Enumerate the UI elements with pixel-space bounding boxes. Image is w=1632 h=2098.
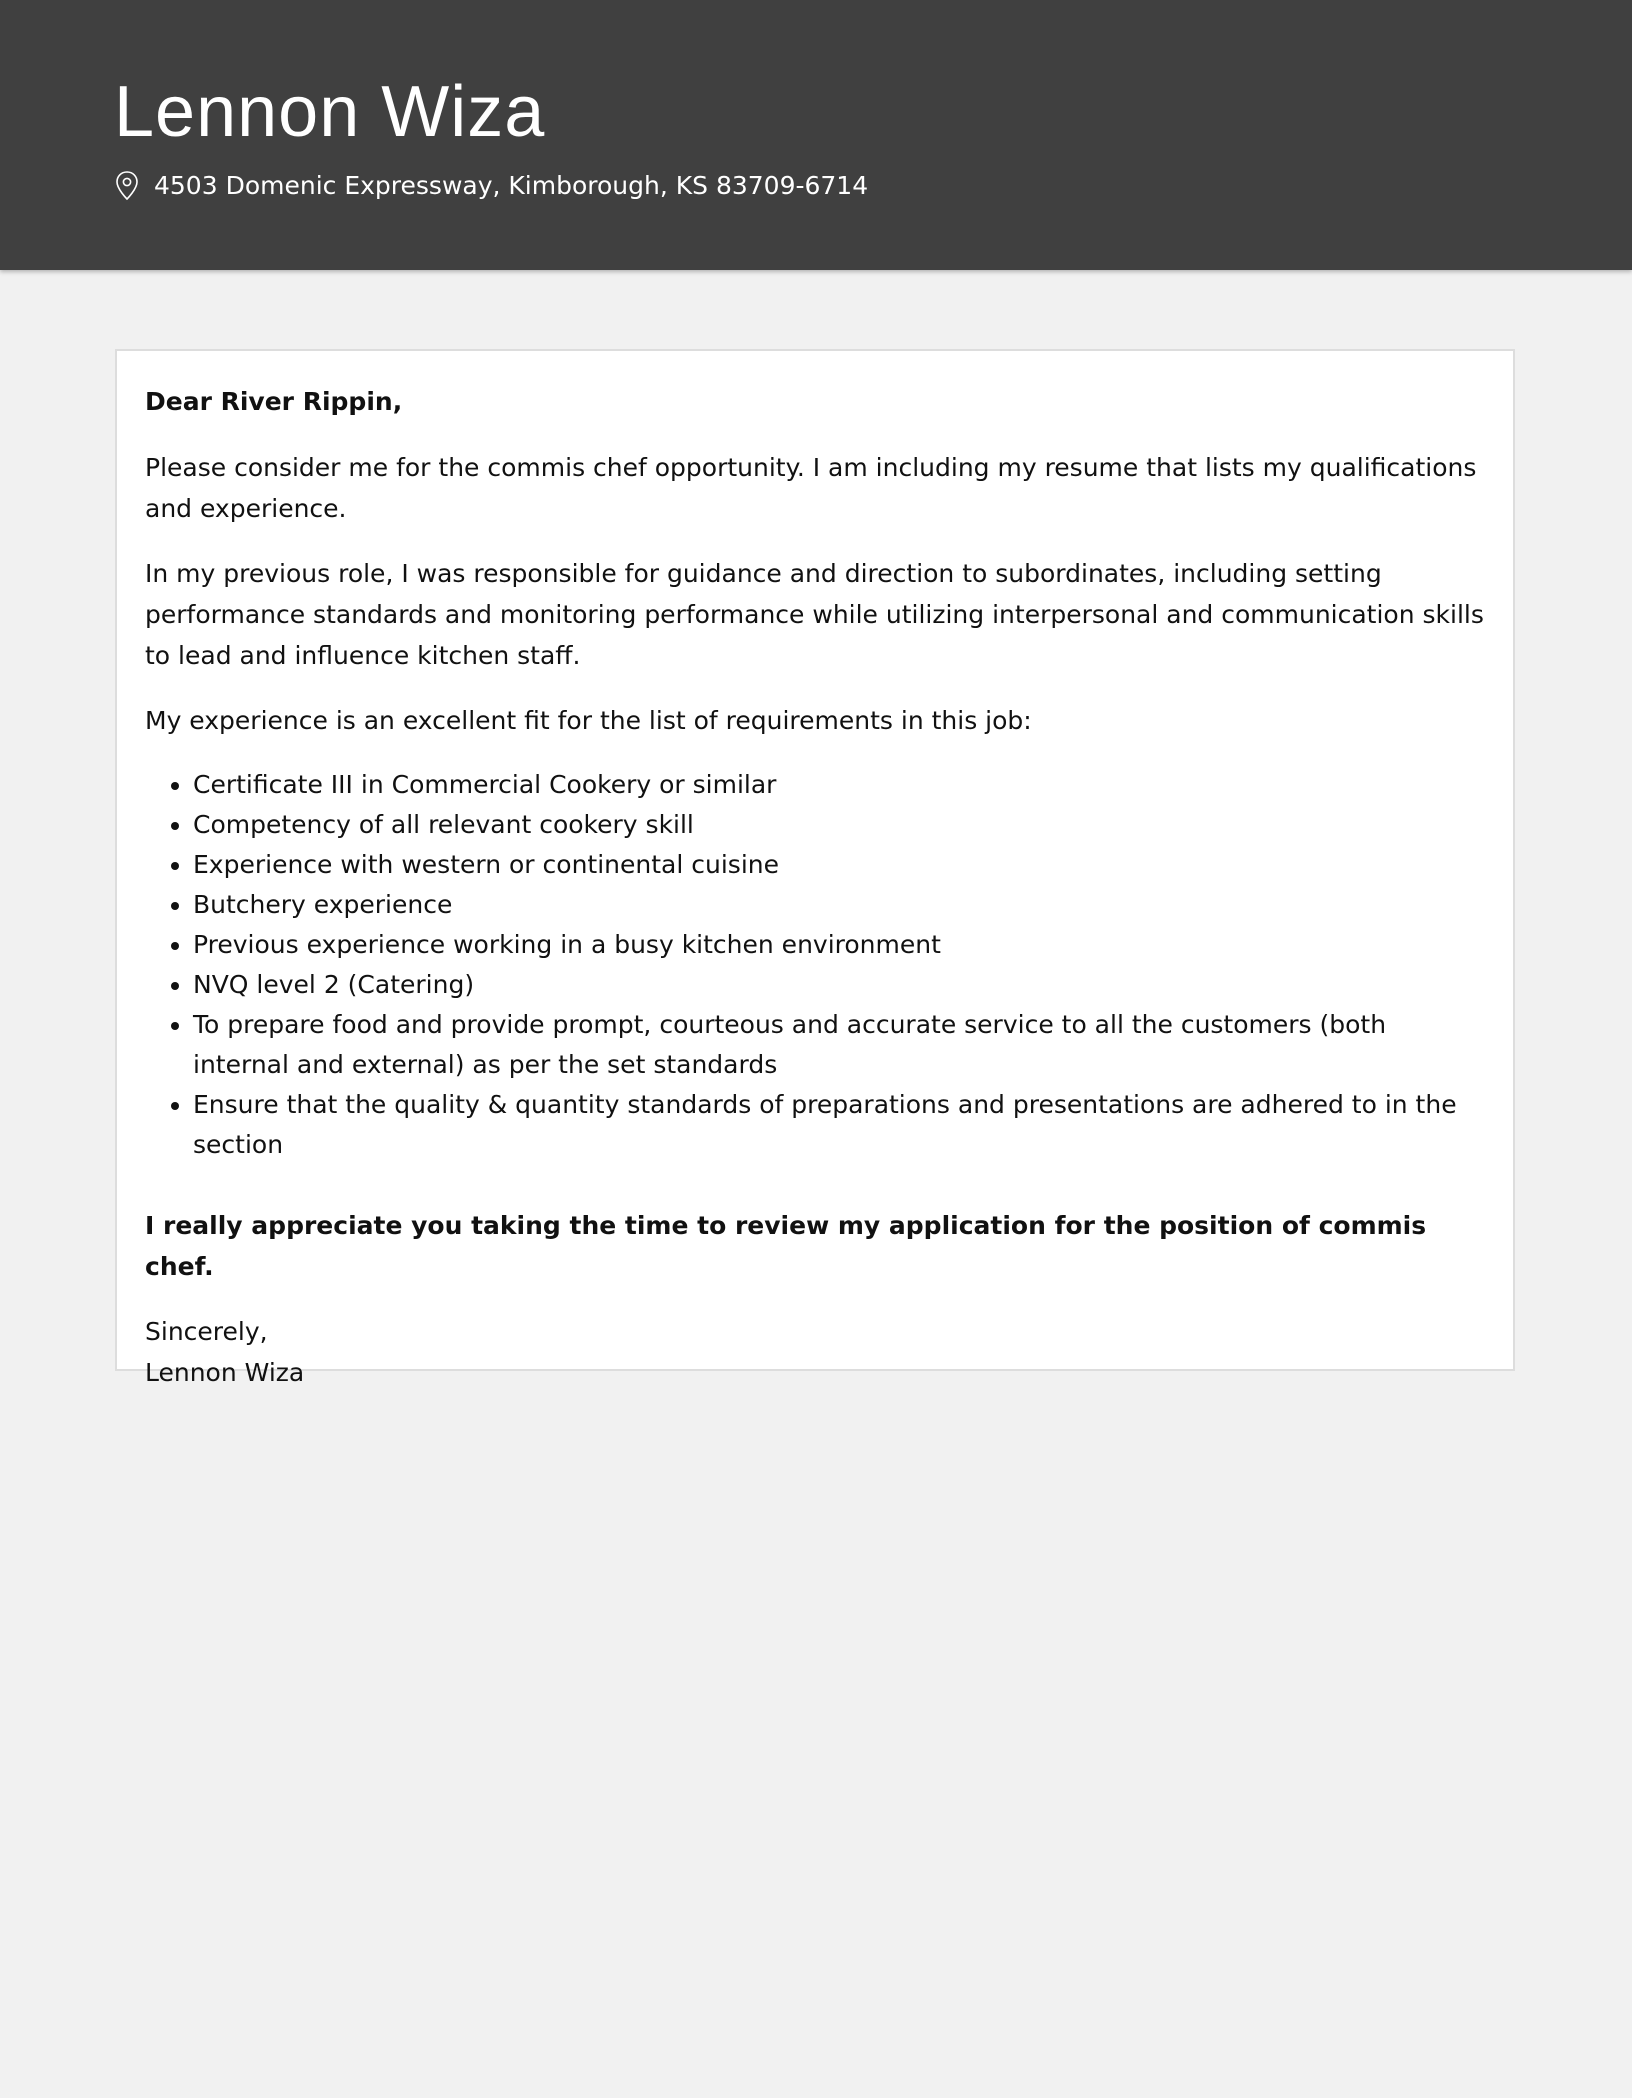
paragraph-intro: Please consider me for the commis chef opportunity. I am including my resume that lists my qualifications and experience. bbox=[145, 453, 1477, 523]
address-row bbox=[114, 166, 868, 206]
list-item: • To prepare food and provide prompt, courteous and accurate service to all the customers (both internal and external) as per the set standards bbox=[193, 1005, 1485, 1085]
list-item: • Competency of all relevant cookery skill bbox=[193, 805, 1485, 845]
list-item: • Butchery experience bbox=[193, 885, 1485, 925]
paragraph-requirements-lead: My experience is an excellent fit for the list of requirements in this job: bbox=[145, 706, 1032, 735]
letter-card bbox=[115, 349, 1515, 1387]
list-item: • Certificate III in Commercial Cookery or similar bbox=[193, 765, 1485, 805]
requirements-list bbox=[145, 765, 1485, 1165]
salutation: Dear River Rippin, bbox=[145, 387, 403, 416]
signature-name: Lennon Wiza bbox=[145, 1358, 305, 1387]
map-pin-icon bbox=[114, 170, 140, 202]
signoff: Sincerely, bbox=[145, 1317, 268, 1346]
list-item: • Previous experience working in a busy kitchen environment bbox=[193, 925, 1485, 965]
paragraph-previous-role: In my previous role, I was responsible for guidance and direction to subordinates, including setting performance standards and monitoring performance while utilizing interpersonal and communication skills to lead and influence kitchen staff. bbox=[145, 559, 1484, 670]
applicant-name: Lennon Wiza bbox=[114, 72, 546, 152]
list-item: • NVQ level 2 (Catering) bbox=[193, 965, 1485, 1005]
list-item: • Experience with western or continental cuisine bbox=[193, 845, 1485, 885]
closing-statement: I really appreciate you taking the time to review my application for the position of commis chef. bbox=[145, 1211, 1427, 1281]
address-text: 4503 Domenic Expressway, Kimborough, KS 83709-6714 bbox=[154, 171, 869, 200]
list-item: • Ensure that the quality & quantity standards of preparations and presentations are adhered to in the section bbox=[193, 1085, 1485, 1165]
header-banner bbox=[0, 0, 1632, 270]
